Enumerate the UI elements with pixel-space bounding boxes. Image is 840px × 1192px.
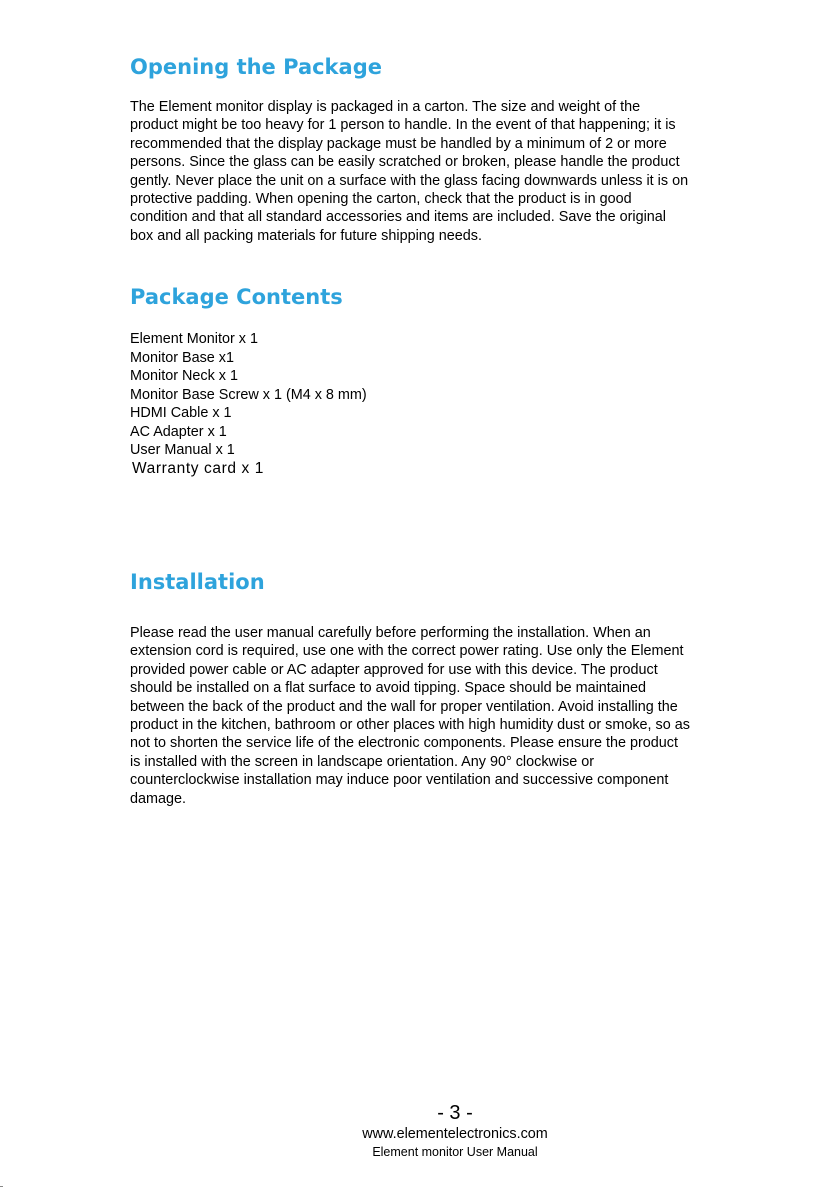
package-contents-list	[130, 330, 367, 478]
paragraph-line: condition and that all standard accessories and items are included. Save the original	[130, 209, 666, 226]
list-item: AC Adapter x 1	[130, 423, 227, 440]
list-item: Monitor Base x1	[130, 349, 234, 366]
paragraph-line: gently. Never place the unit on a surface with the glass facing downwards unless it is on	[130, 172, 689, 189]
opening-paragraph	[130, 98, 770, 245]
list-item: Monitor Base Screw x 1 (M4 x 8 mm)	[130, 386, 367, 403]
installation-paragraph	[130, 624, 770, 808]
paragraph-line: between the back of the product and the wall for proper ventilation. Avoid installing the	[130, 698, 678, 715]
paragraph-line: recommended that the display package must be handled by a minimum of 2 or more	[130, 135, 667, 152]
list-item: Monitor Neck x 1	[130, 368, 238, 384]
paragraph-line: counterclockwise installation may induce poor ventilation and successive component	[130, 772, 669, 789]
footer-website: www.elementelectronics.com	[362, 1126, 548, 1142]
paragraph-line: damage.	[130, 790, 187, 807]
page-number: - 3 -	[437, 1102, 473, 1124]
list-item: HDMI Cable x 1	[130, 405, 232, 421]
paragraph-line: protective padding. When opening the carton, check that the product is in good	[130, 191, 632, 208]
section-title-opening: Opening the Package	[130, 55, 382, 79]
paragraph-line: provided power cable or AC adapter approved for use with this device. The product	[130, 661, 658, 678]
list-item: Element Monitor x 1	[130, 331, 258, 347]
paragraph-line: persons. Since the glass can be easily scratched or broken, please handle the product	[130, 154, 680, 171]
paragraph-line: Please read the user manual carefully before performing the installation. When an	[130, 625, 651, 641]
section-title-package-contents: Package Contents	[130, 285, 343, 309]
paragraph-line: product might be too heavy for 1 person to handle. In the event of that happening; it is	[130, 117, 676, 134]
section-title-installation: Installation	[130, 570, 265, 594]
paragraph-line: not to shorten the service life of the electronic components. Please ensure the product	[130, 735, 678, 752]
footer-document-title: Element monitor User Manual	[372, 1145, 538, 1159]
paragraph-line: should be installed on a flat surface to avoid tipping. Space should be maintained	[130, 680, 647, 697]
page-edge-mark	[0, 1186, 3, 1187]
list-item: User Manual x 1	[130, 442, 235, 458]
paragraph-line: box and all packing materials for future shipping needs.	[130, 227, 482, 244]
list-item: Warranty card x 1	[132, 459, 264, 477]
paragraph-line: The Element monitor display is packaged in a carton. The size and weight of the	[130, 99, 641, 115]
paragraph-line: is installed with the screen in landscape orientation. Any 90° clockwise or	[130, 753, 595, 770]
paragraph-line: extension cord is required, use one with the correct power rating. Use only the Element	[130, 643, 684, 660]
paragraph-line: product in the kitchen, bathroom or other places with high humidity dust or smoke, so as	[130, 717, 690, 734]
